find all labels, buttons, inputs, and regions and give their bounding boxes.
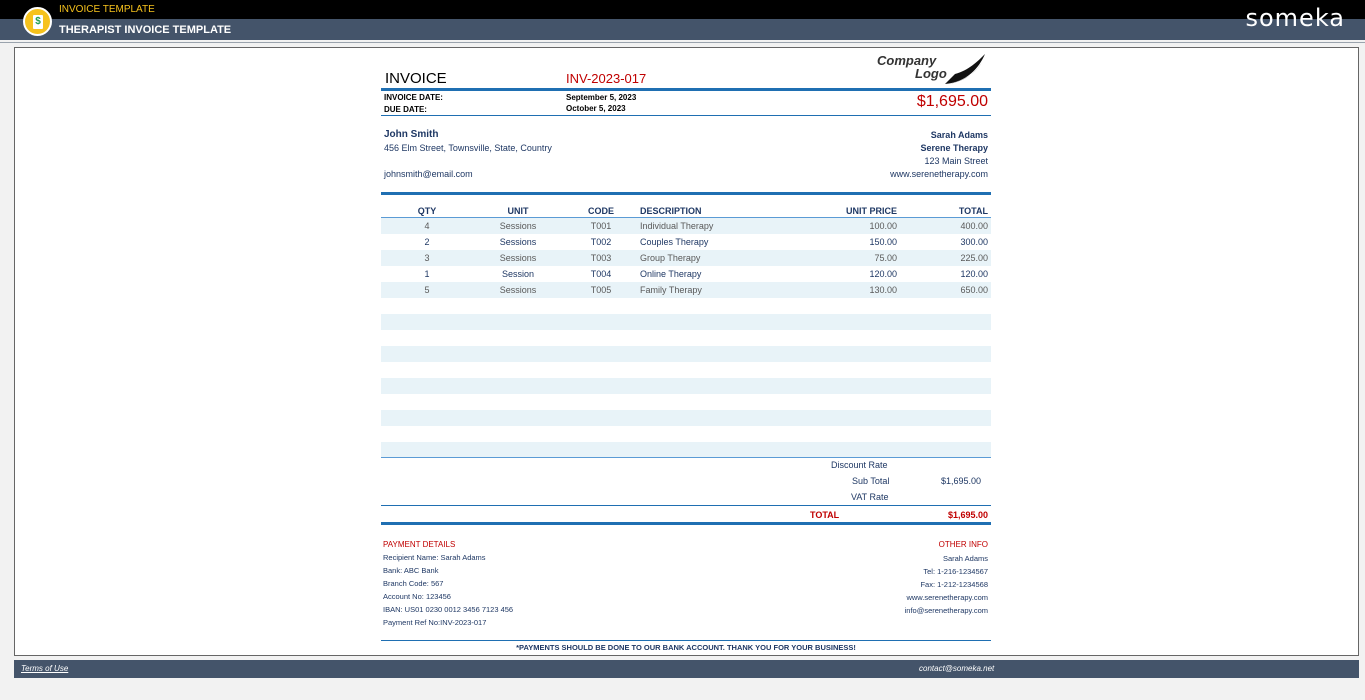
- note-rule: [381, 640, 991, 641]
- table-row[interactable]: [381, 250, 991, 266]
- empty-row[interactable]: [381, 378, 991, 394]
- cell-unit-price: 100.00: [869, 221, 897, 231]
- other-web: www.serenetherapy.com: [906, 593, 988, 602]
- due-date-label: DUE DATE:: [384, 105, 427, 114]
- table-bottom-rule: [381, 457, 991, 458]
- payment-ref: Payment Ref No:INV-2023-017: [383, 618, 487, 627]
- section-label: INVOICE TEMPLATE: [59, 4, 155, 15]
- empty-row[interactable]: [381, 362, 991, 378]
- page-title: THERAPIST INVOICE TEMPLATE: [59, 24, 232, 36]
- meta-rule: [381, 115, 991, 116]
- table-row[interactable]: [381, 266, 991, 282]
- cell-unit-price: 150.00: [869, 237, 897, 247]
- contact-email-link[interactable]: contact@someka.net: [919, 664, 995, 673]
- payment-details-heading: PAYMENT DETAILS: [383, 540, 456, 549]
- cell-description: Couples Therapy: [640, 237, 709, 247]
- table-top-rule: [381, 192, 991, 195]
- cell-unit-price: 75.00: [874, 253, 897, 263]
- empty-row[interactable]: [381, 410, 991, 426]
- table-row[interactable]: [381, 282, 991, 298]
- payment-account: Account No: 123456: [383, 592, 451, 601]
- invoice-number: INV-2023-017: [566, 71, 647, 86]
- logo-line2: Logo: [915, 66, 947, 81]
- dollar-icon: $: [35, 16, 41, 27]
- vat-rate-label: VAT Rate: [851, 492, 889, 502]
- invoice-dollar-icon: [23, 7, 52, 36]
- summary-bottom-rule: [381, 522, 991, 525]
- total-label: TOTAL: [810, 510, 840, 520]
- cell-description: Online Therapy: [640, 269, 702, 279]
- cell-total: 650.00: [960, 285, 988, 295]
- bill-to-address: 456 Elm Street, Townsville, State, Country: [384, 143, 552, 153]
- header-qty: QTY: [417, 206, 437, 216]
- cell-total: 225.00: [960, 253, 988, 263]
- terms-of-use-link[interactable]: Terms of Use: [21, 664, 69, 673]
- cell-unit: Sessions: [499, 253, 537, 263]
- payment-recipient: Recipient Name: Sarah Adams: [383, 553, 486, 562]
- empty-row[interactable]: [381, 394, 991, 410]
- due-date: October 5, 2023: [566, 104, 626, 113]
- other-name: Sarah Adams: [942, 554, 988, 563]
- table-header: [381, 203, 991, 218]
- header-description: DESCRIPTION: [640, 206, 702, 216]
- cell-code: T005: [590, 285, 612, 295]
- empty-row[interactable]: [381, 346, 991, 362]
- cell-qty: 1: [424, 269, 430, 279]
- from-company: Serene Therapy: [920, 143, 988, 153]
- empty-row[interactable]: [381, 426, 991, 442]
- from-address: 123 Main Street: [924, 156, 988, 166]
- cell-qty: 2: [424, 237, 430, 247]
- table-row[interactable]: [381, 218, 991, 234]
- invoice-date: September 5, 2023: [566, 93, 637, 102]
- logo-line1: Company: [877, 53, 937, 68]
- total-rule: [381, 505, 991, 506]
- table-row[interactable]: [381, 234, 991, 250]
- cell-qty: 5: [424, 285, 430, 295]
- top-rule: [381, 88, 991, 91]
- from-name: Sarah Adams: [930, 130, 988, 140]
- empty-row[interactable]: [381, 330, 991, 346]
- bill-to-name: John Smith: [384, 129, 439, 140]
- brand-logo[interactable]: someka: [1245, 4, 1345, 32]
- bill-to-email: johnsmith@email.com: [384, 169, 473, 179]
- payment-branch: Branch Code: 567: [383, 579, 444, 588]
- invoice-sheet: [14, 47, 1359, 656]
- subtotal-label: Sub Total: [852, 476, 890, 486]
- header-unit: UNIT: [507, 206, 529, 216]
- cell-code: T004: [590, 269, 612, 279]
- cell-total: 400.00: [960, 221, 988, 231]
- cell-code: T003: [590, 253, 612, 263]
- other-fax: Fax: 1-212-1234568: [920, 580, 988, 589]
- invoice-title: INVOICE: [385, 70, 447, 87]
- cell-qty: 3: [424, 253, 430, 263]
- cell-total: 120.00: [960, 269, 988, 279]
- cell-qty: 4: [424, 221, 430, 231]
- footer-bar: [14, 660, 1359, 678]
- cell-total: 300.00: [960, 237, 988, 247]
- other-email: info@serenetherapy.com: [904, 606, 988, 615]
- cell-description: Family Therapy: [640, 285, 702, 295]
- other-info-heading: OTHER INFO: [938, 540, 988, 549]
- total-value: $1,695.00: [947, 510, 988, 520]
- line-items-table: [381, 203, 991, 458]
- cell-description: Group Therapy: [640, 253, 701, 263]
- payment-iban: IBAN: US01 0230 0012 3456 7123 456: [383, 605, 514, 614]
- empty-row[interactable]: [381, 298, 991, 314]
- header-unit-price: UNIT PRICE: [845, 206, 897, 216]
- cell-code: T002: [590, 237, 612, 247]
- cell-unit: Sessions: [499, 237, 537, 247]
- empty-row[interactable]: [381, 442, 991, 458]
- subtotal-value: $1,695.00: [941, 476, 982, 486]
- cell-unit-price: 130.00: [869, 285, 897, 295]
- discount-rate-label: Discount Rate: [831, 460, 888, 470]
- invoice-date-label: INVOICE DATE:: [384, 93, 443, 102]
- header-code: CODE: [587, 206, 614, 216]
- invoice-amount: $1,695.00: [916, 93, 988, 110]
- header-total: TOTAL: [958, 206, 988, 216]
- payment-bank: Bank: ABC Bank: [383, 566, 439, 575]
- cell-unit: Session: [501, 269, 535, 279]
- empty-row[interactable]: [381, 314, 991, 330]
- payment-note: *PAYMENTS SHOULD BE DONE TO OUR BANK ACCOUNT. THANK YOU FOR YOUR BUSINESS!: [516, 643, 856, 652]
- other-tel: Tel: 1-216-1234567: [923, 567, 988, 576]
- cell-unit: Sessions: [499, 221, 537, 231]
- cell-unit: Sessions: [499, 285, 537, 295]
- cell-unit-price: 120.00: [869, 269, 897, 279]
- cell-code: T001: [590, 221, 612, 231]
- header-divider: [0, 42, 1365, 43]
- cell-description: Individual Therapy: [640, 221, 714, 231]
- company-logo: [875, 52, 987, 86]
- from-website: www.serenetherapy.com: [890, 169, 988, 179]
- top-bar: [0, 0, 1365, 19]
